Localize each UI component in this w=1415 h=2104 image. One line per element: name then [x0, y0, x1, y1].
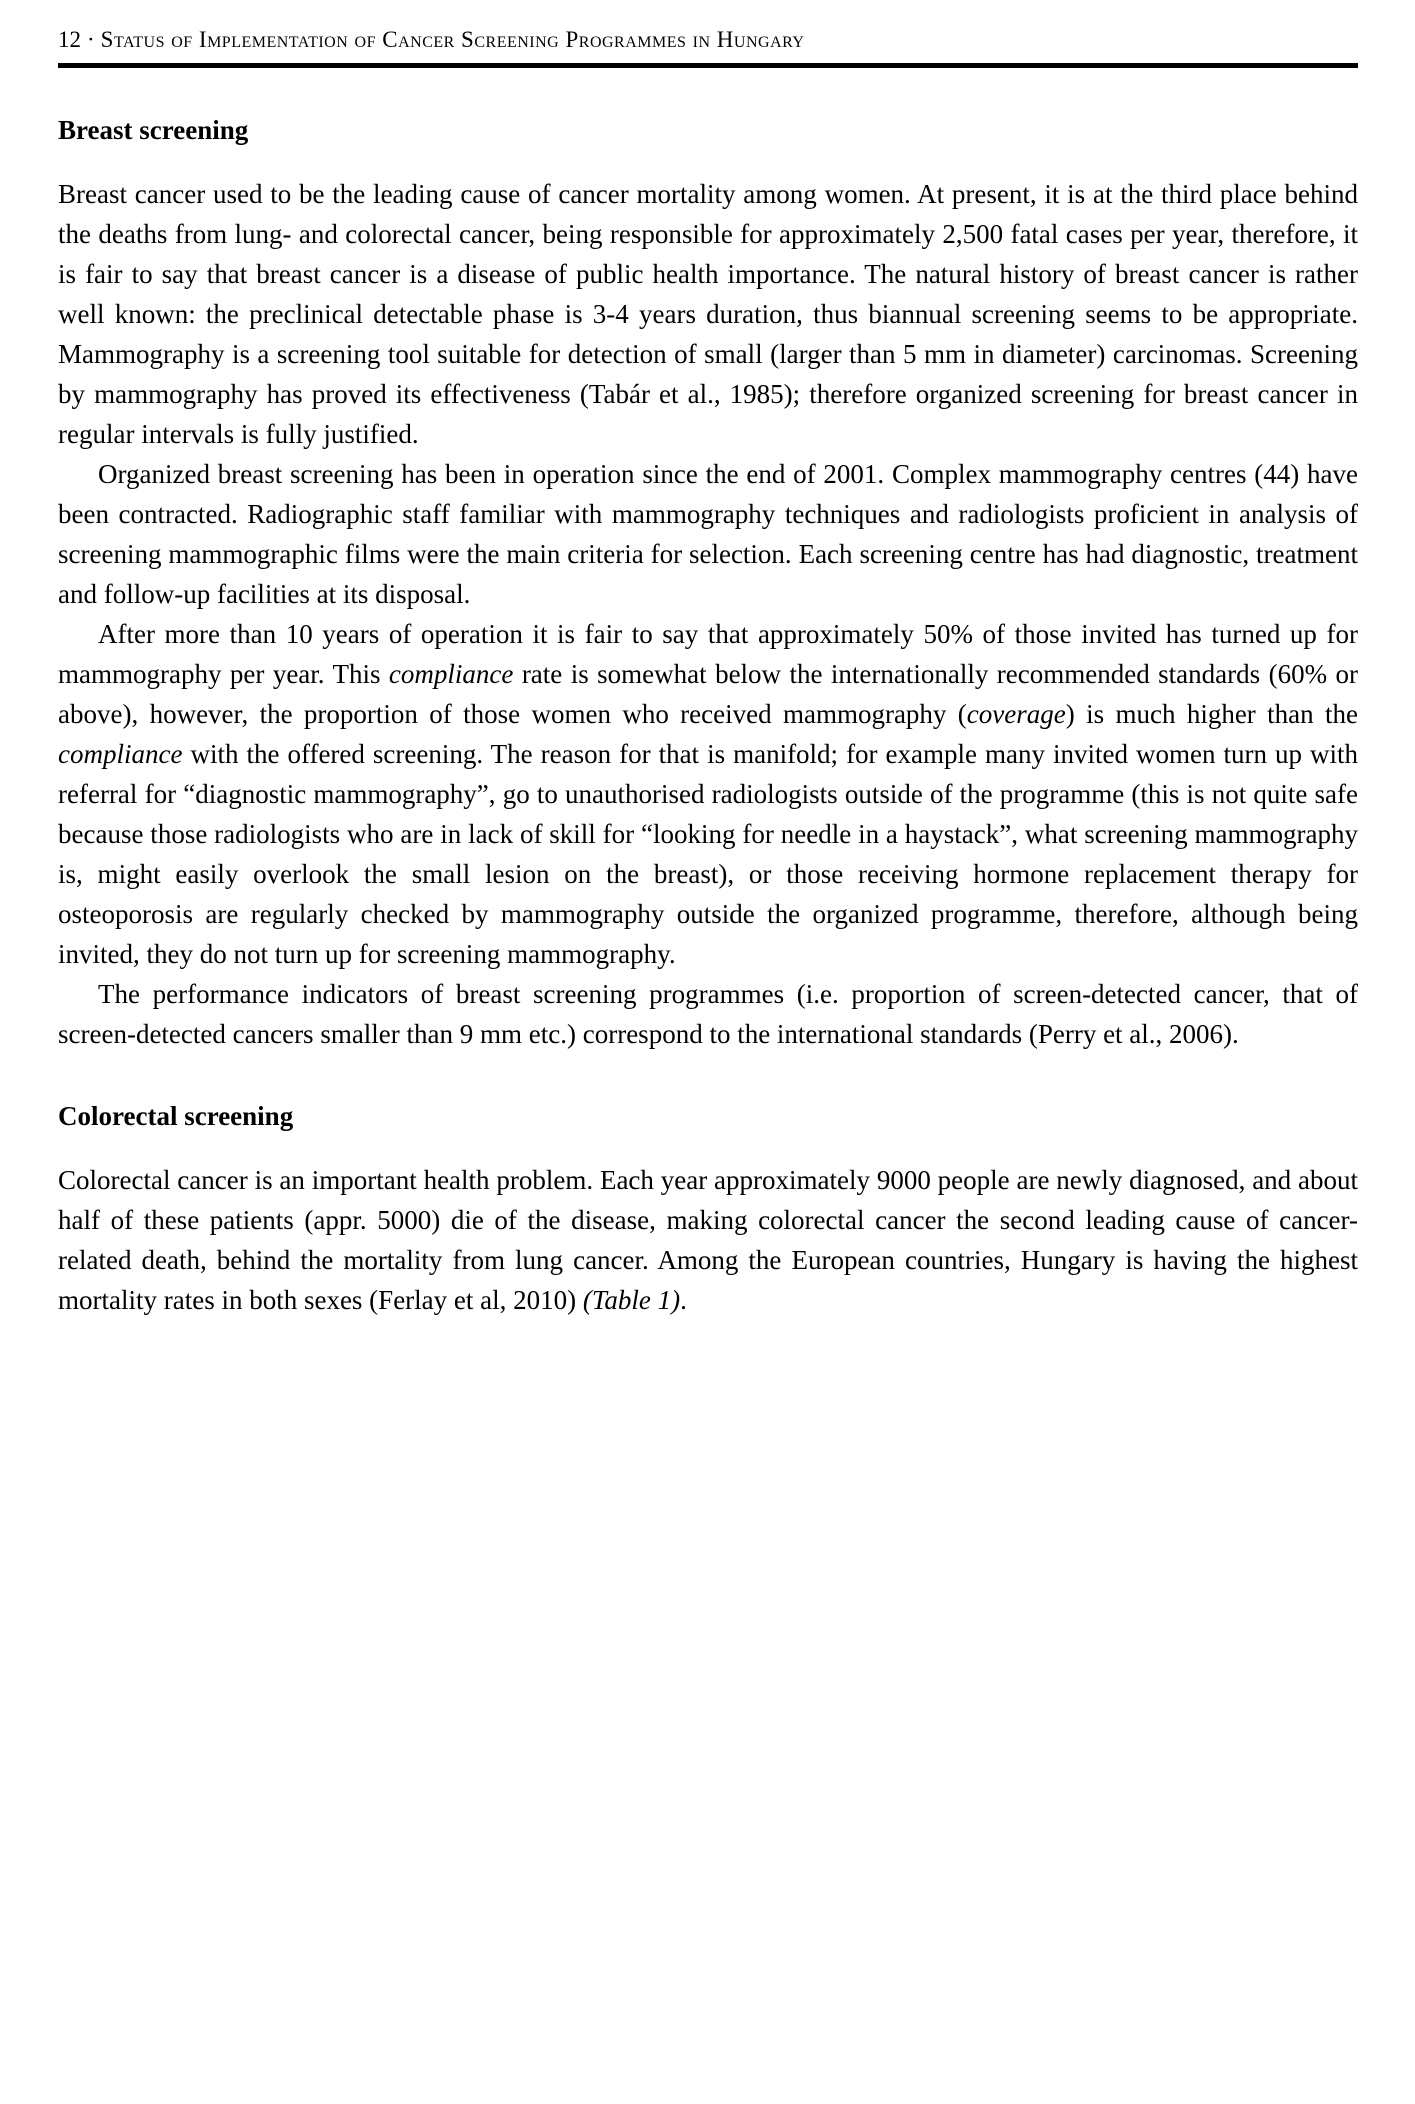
text-run: ) is much higher than the: [1065, 699, 1359, 729]
page-number: 12: [58, 27, 81, 52]
text-run: Colorectal cancer is an important health problem. Each year approximately 9000 people are newly diagnosed, and about half of these patients (appr. 5000) die of the disease, making colorectal cancer the second leading cause of cancer-related death, behind the mortality from lung cancer. Among the European countries, Hungary is having the highest mortality rates in both sexes (Ferlay et al, 2010): [58, 1165, 1358, 1315]
section-breast-screening: [58, 114, 1358, 1054]
text-run: .: [680, 1285, 687, 1315]
paragraph: [58, 454, 1358, 614]
running-title: Status of Implementation of Cancer Screening Programmes in Hungary: [100, 27, 805, 52]
section-heading-colorectal-screening: Colorectal screening: [58, 1101, 294, 1131]
italic-text-run: compliance: [58, 739, 183, 769]
text-run: After more than 10 years of operation it is fair to say that approximately 50% of those invited has turned up for mammography per year. This: [58, 619, 1358, 689]
section-heading-breast-screening: Breast screening: [58, 115, 249, 145]
italic-text-run: coverage: [966, 699, 1066, 729]
section-colorectal-screening: [58, 1100, 1358, 1320]
paragraph: [58, 974, 1358, 1054]
running-header: [58, 26, 1358, 63]
paragraph: [58, 614, 1358, 974]
paragraph: [58, 174, 1358, 454]
italic-text-run: compliance: [388, 659, 514, 689]
italic-text-run: (Table 1): [582, 1285, 681, 1315]
document-sections: [58, 114, 1358, 1320]
text-run: with the offered screening. The reason for that is manifold; for example many invited women turn up with referral for “diagnostic mammography”, go to unauthorised radiologists outside of the programme (this is not quite safe because those radiologists who are in lack of skill for “looking for needle in a haystack”, what screening mammography is, might easily overlook the small lesion on the breast), or those receiving hormone replacement therapy for osteoporosis are regularly checked by mammography outside the organized programme, therefore, although being invited, they do not turn up for screening mammography.: [58, 739, 1358, 969]
header-rule: [58, 63, 1358, 68]
paragraph: [58, 1160, 1358, 1320]
text-run: rate is somewhat below the internationally recommended standards (60% or above), however, the proportion of those women who received mammography (: [58, 659, 1358, 729]
text-run: Breast cancer used to be the leading cause of cancer mortality among women. At present, it is at the third place behind the deaths from lung- and colorectal cancer, being responsible for approximately 2,500 fatal cases per year, therefore, it is fair to say that breast cancer is a disease of public health importance. The natural history of breast cancer is rather well known: the preclinical detectable phase is 3-4 years duration, thus biannual screening seems to be appropriate. Mammography is a screening tool suitable for detection of small (larger than 5 mm in diameter) carcinomas. Screening by mammography has proved its effectiveness (Tabár et al., 1985); therefore organized screening for breast cancer in regular intervals is fully justified.: [58, 179, 1358, 449]
text-run: Organized breast screening has been in operation since the end of 2001. Complex mammography centres (44) have been contracted. Radiographic staff familiar with mammography techniques and radiologists proficient in analysis of screening mammographic films were the main criteria for selection. Each screening centre has had diagnostic, treatment and follow-up facilities at its disposal.: [58, 459, 1358, 609]
header-separator: ·: [87, 27, 95, 52]
text-run: The performance indicators of breast screening programmes (i.e. proportion of screen-detected cancer, that of screen-detected cancers smaller than 9 mm etc.) correspond to the international standards (Perry et al., 2006).: [58, 979, 1358, 1049]
